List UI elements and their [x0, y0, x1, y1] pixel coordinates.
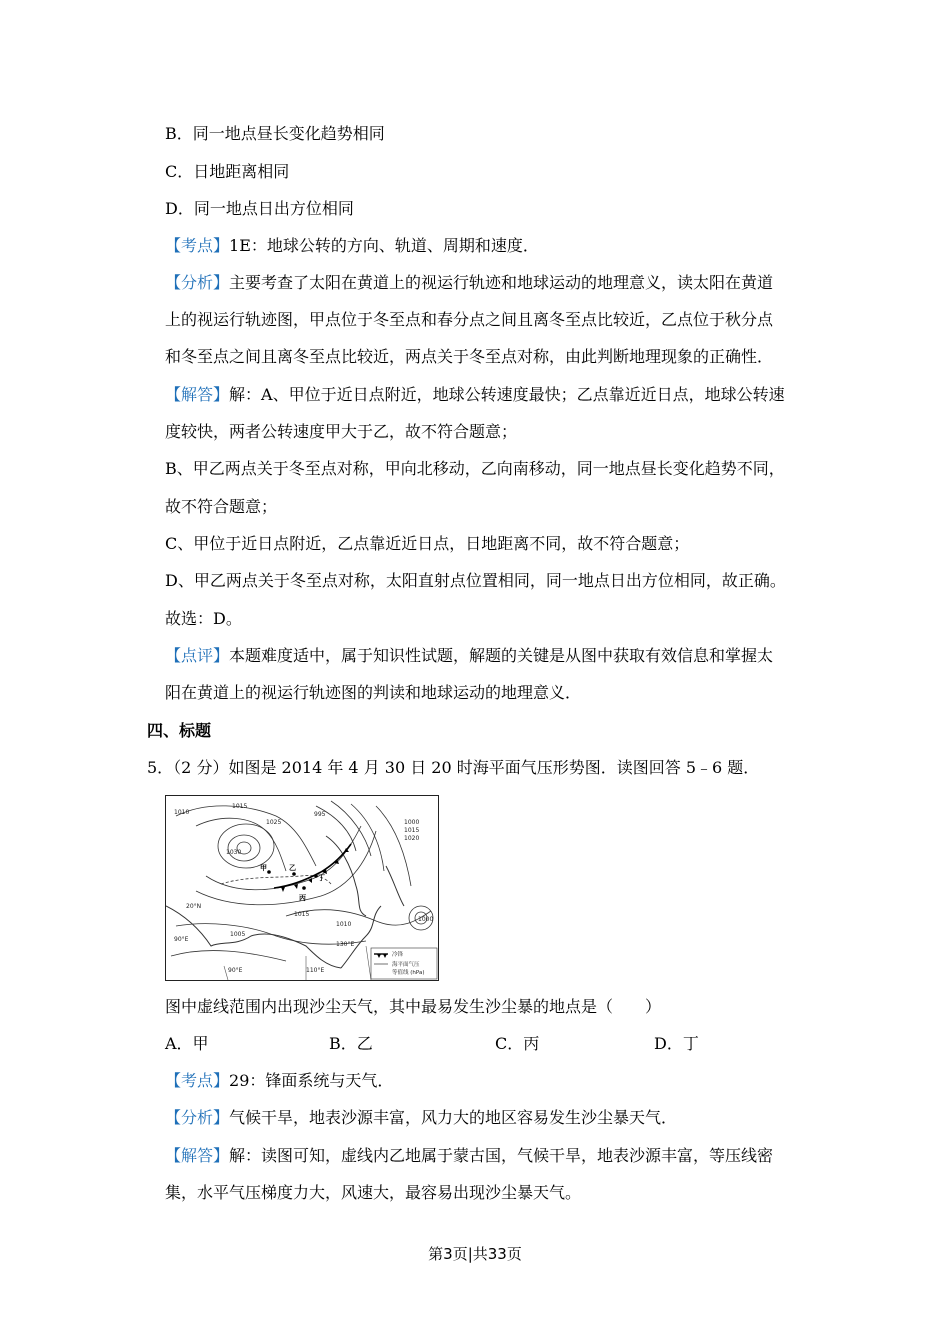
- jieda-text-1: 解：A、甲位于近日点附近，地球公转速度最快；乙点靠近近日点，地球公转速: [229, 385, 785, 404]
- section-title: 四、标题: [147, 721, 212, 740]
- label-1005: 1005: [230, 931, 246, 938]
- map-legend: [371, 948, 437, 979]
- page-footer: 第3页|共33页: [428, 1245, 522, 1263]
- label-lon-110e: 110°E: [306, 967, 325, 974]
- jieda-text-7: 故选：D。: [165, 609, 242, 628]
- q5-option-b: B．乙: [329, 1034, 373, 1053]
- legend-isobar-1: 海平面气压: [392, 962, 420, 968]
- label-1010-b: 1010: [336, 921, 352, 928]
- label-1015-b: 1015: [404, 827, 420, 834]
- option-b: B．同一地点昼长变化趋势相同: [165, 124, 385, 143]
- label-lon-90e-left: 90°E: [174, 936, 189, 943]
- jieda-tag: 【解答】: [165, 385, 230, 404]
- q5-fenxi-text: 气候干旱，地表沙源丰富，风力大的地区容易发生沙尘暴天气．: [229, 1108, 678, 1127]
- fenxi-text-1: 主要考查了太阳在黄道上的视运行轨迹和地球运动的地理意义，读太阳在黄道: [229, 273, 774, 292]
- q5-option-a: A．甲: [165, 1034, 209, 1053]
- label-1025: 1025: [266, 819, 282, 826]
- jieda-text-6: D、甲乙两点关于冬至点对称，太阳直射点位置相同，同一地点日出方位相同，故正确。: [165, 571, 786, 590]
- dianping-tag: 【点评】: [165, 646, 230, 665]
- q5-jieda-text-2: 集，水平气压梯度力大，风速大，最容易出现沙尘暴天气。: [165, 1183, 582, 1202]
- kaodian-text: 1E：地球公转的方向、轨道、周期和速度．: [229, 236, 539, 255]
- q5-option-d: D．丁: [654, 1034, 699, 1053]
- option-c: C．日地距离相同: [165, 162, 290, 181]
- q5-stem: 5．（2 分）如图是 2014 年 4 月 30 日 20 时海平面气压形势图．读图回答 5﹣6 题．: [147, 758, 760, 777]
- label-lon-130e: 130°E: [336, 941, 355, 948]
- sea-level-pressure-map: [165, 795, 439, 981]
- legend-cold-front: 冷锋: [392, 952, 404, 958]
- jieda-text-5: C、甲位于近日点附近，乙点靠近近日点，日地距离不同，故不符合题意；: [165, 534, 690, 553]
- kaodian-tag: 【考点】: [165, 236, 230, 255]
- label-1015: 1015: [232, 803, 248, 810]
- label-1010: 1010: [174, 809, 190, 816]
- label-1020: 1020: [404, 835, 420, 842]
- label-995: 995: [314, 811, 326, 818]
- label-1015-c: 1015: [294, 911, 310, 918]
- jieda-text-4: 故不符合题意；: [165, 497, 278, 516]
- dianping-text-1: 本题难度适中，属于知识性试题，解题的关键是从图中获取有效信息和掌握太: [229, 646, 774, 665]
- jieda-text-2: 度较快，两者公转速度甲大于乙，故不符合题意；: [165, 422, 518, 441]
- q4-jieda: [165, 385, 785, 405]
- label-1030: 1030: [226, 849, 242, 856]
- legend-isobar-2: 等值线 (hPa): [392, 970, 425, 976]
- q5-option-c: C．丙: [495, 1034, 540, 1053]
- option-d: D．同一地点日出方位相同: [165, 199, 354, 218]
- q4-fenxi: [165, 273, 773, 293]
- q5-jieda-tag: 【解答】: [165, 1146, 230, 1165]
- q5-fenxi: [165, 1108, 677, 1128]
- q4-dianping: [165, 646, 773, 666]
- q5-kaodian-tag: 【考点】: [165, 1071, 230, 1090]
- label-1000: 1000: [404, 819, 420, 826]
- q5-question: 图中虚线范围内出现沙尘天气，其中最易发生沙尘暴的地点是（ ）: [165, 997, 662, 1016]
- fenxi-text-2: 上的视运行轨迹图，甲点位于冬至点和春分点之间且离冬至点比较近，乙点位于秋分点: [165, 310, 774, 329]
- label-jia: 甲: [260, 864, 267, 872]
- q4-kaodian: [165, 236, 539, 256]
- label-yi: 乙: [289, 864, 296, 872]
- label-ding: 丁: [318, 874, 325, 882]
- q5-jieda-text-1: 解：读图可知，虚线内乙地属于蒙古国，气候干旱，地表沙源丰富，等压线密: [229, 1146, 774, 1165]
- q5-fenxi-tag: 【分析】: [165, 1108, 230, 1127]
- q5-kaodian: [165, 1071, 393, 1091]
- label-lat-20n: 20°N: [186, 903, 202, 910]
- dianping-text-2: 阳在黄道上的视运行轨迹图的判读和地球运动的地理意义．: [165, 683, 582, 702]
- jieda-text-3: B、甲乙两点关于冬至点对称，甲向北移动，乙向南移动，同一地点昼长变化趋势不同，: [165, 459, 785, 478]
- fenxi-tag: 【分析】: [165, 273, 230, 292]
- label-bing: 丙: [299, 894, 306, 902]
- label-lon-90e: 90°E: [228, 967, 243, 974]
- fenxi-text-3: 和冬至点之间且离冬至点比较近，两点关于冬至点对称，由此判断地理现象的正确性．: [165, 347, 774, 366]
- label-1000-b: 1000: [418, 916, 434, 923]
- q5-jieda: [165, 1146, 773, 1166]
- pressure-map-svg: [166, 796, 438, 980]
- q5-kaodian-text: 29：锋面系统与天气．: [229, 1071, 394, 1090]
